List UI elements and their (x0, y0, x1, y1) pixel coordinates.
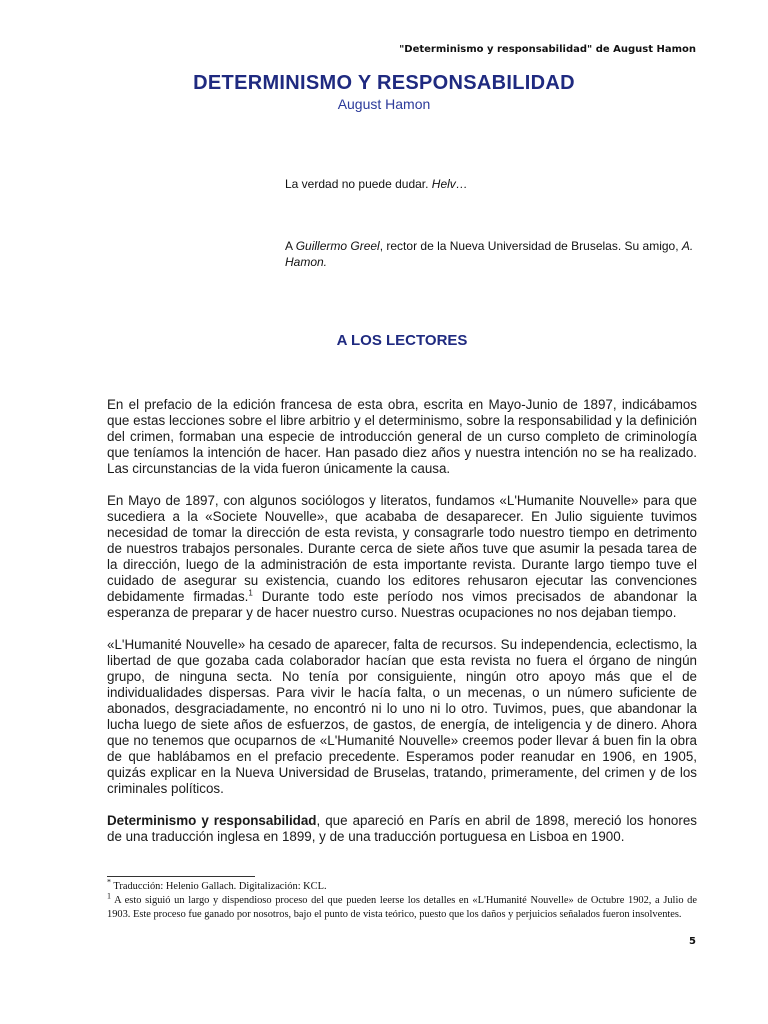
section-heading: A LOS LECTORES (336, 332, 468, 349)
footnote-2 (107, 891, 697, 922)
dedication (285, 238, 705, 270)
dedication-signature: A. Hamon. (285, 239, 694, 269)
footnotes (107, 877, 697, 922)
epigraph-text: La verdad no puede dudar. (285, 177, 432, 191)
footnote-1-mark: * (107, 877, 111, 887)
page-number: 5 (689, 936, 696, 947)
paragraph-4 (107, 813, 697, 845)
body-text (107, 397, 697, 861)
paragraph-2-part-a: En Mayo de 1897, con algunos sociólogos y literatos, fundamos «L'Humanite Nouvelle» para que sucediera a la «Societe Nouvelle», que acababa de desaparecer. En Julio siguiente tuvimos necesidad de tomar la dirección de esta revista, y consagrarle todo nuestro tiempo en detrimento de nuestros trabajos personales. Durante cerca de siete años tuve que asumir la pesada tarea de la dirección, luego de la administración de esta importante revista. Durante largo tiempo tuve el cuidado de asegurar su existencia, cuando los editores rehusaron ejecutar las convenciones debidamente firmadas. (107, 493, 697, 604)
footnote-divider (107, 876, 255, 877)
footnote-ref-1[interactable]: 1 (248, 588, 253, 598)
dedication-middle: , rector de la Nueva Universidad de Bruselas. Su amigo, (379, 239, 682, 253)
paragraph-2-part-b: Durante todo este período nos vimos precisados de abandonar la esperanza de preparar y de hacer nuestro curso. Nuestras ocupaciones no nos dejaban tiempo. (107, 589, 697, 620)
footnote-1-text: Traducción: Helenio Gallach. Digitalización: KCL. (111, 881, 327, 892)
book-title-bold: Determinismo y responsabilidad (107, 813, 317, 828)
epigraph-attribution: Helv… (431, 177, 468, 191)
paragraph-3: «L'Humanité Nouvelle» ha cesado de aparecer, falta de recursos. Su independencia, eclectismo, la libertad de que gozaba cada colaborador hacían que esta revista no fuera el órgano de ningún grupo, de ninguna secta. No tenía por consiguiente, ningún otro apoyo más que el de individualidades dispersas. Para vivir le hacía falta, o un mecenas, o un número suficiente de abonados, desgraciadamente, no encontró ni lo uno ni lo otro. Tuvimos, pues, que abandonar la lucha luego de siete años de esfuerzos, de gastos, de energía, de inteligencia y de dinero. Ahora que no tenemos que ocuparnos de «L'Humanité Nouvelle» creemos poder llevar á buen fin la obra de que hablábamos en el prefacio precedente. Esperamos poder reanudar en 1906, en 1905, quizás explicar en la Nueva Universidad de Bruselas, tratando, primeramente, del crimen y de los criminales políticos. (107, 637, 697, 796)
paragraph-2 (107, 493, 697, 621)
dedication-prefix: A (285, 239, 296, 253)
paragraph-4-rest: , que apareció en París en abril de 1898, mereció los honores de una traducción inglesa en 1899, y de una traducción portuguesa en Lisboa en 1900. (107, 813, 697, 844)
running-head: "Determinismo y responsabilidad" de August Hamon (399, 44, 696, 55)
document-author: August Hamon (337, 96, 431, 112)
document-title: DETERMINISMO Y RESPONSABILIDAD (193, 72, 575, 94)
footnote-2-mark: 1 (107, 891, 111, 901)
footnote-1 (107, 877, 697, 894)
epigraph (285, 176, 705, 192)
dedication-name: Guillermo Greel (295, 239, 380, 253)
footnote-2-text: A esto siguió un largo y dispendioso proceso del que pueden leerse los detalles en «L'Humanité Nouvelle» de Octubre 1902, a Julio de 1903. Este proceso fue ganado por nosotros, bajo el punto de vista teórico, puesto que los daños y perjuicios señalados fueron insolventes. (107, 895, 697, 920)
paragraph-1: En el prefacio de la edición francesa de esta obra, escrita en Mayo-Junio de 1897, indicábamos que estas lecciones sobre el libre arbitrio y el determinismo, sobre la responsabilidad y la definición del crimen, formaban una especie de introducción general de un curso completo de criminología que teníamos la intención de hacer. Han pasado diez años y nuestra intención no se ha realizado. Las circunstancias de la vida fueron únicamente la causa. (107, 397, 697, 476)
